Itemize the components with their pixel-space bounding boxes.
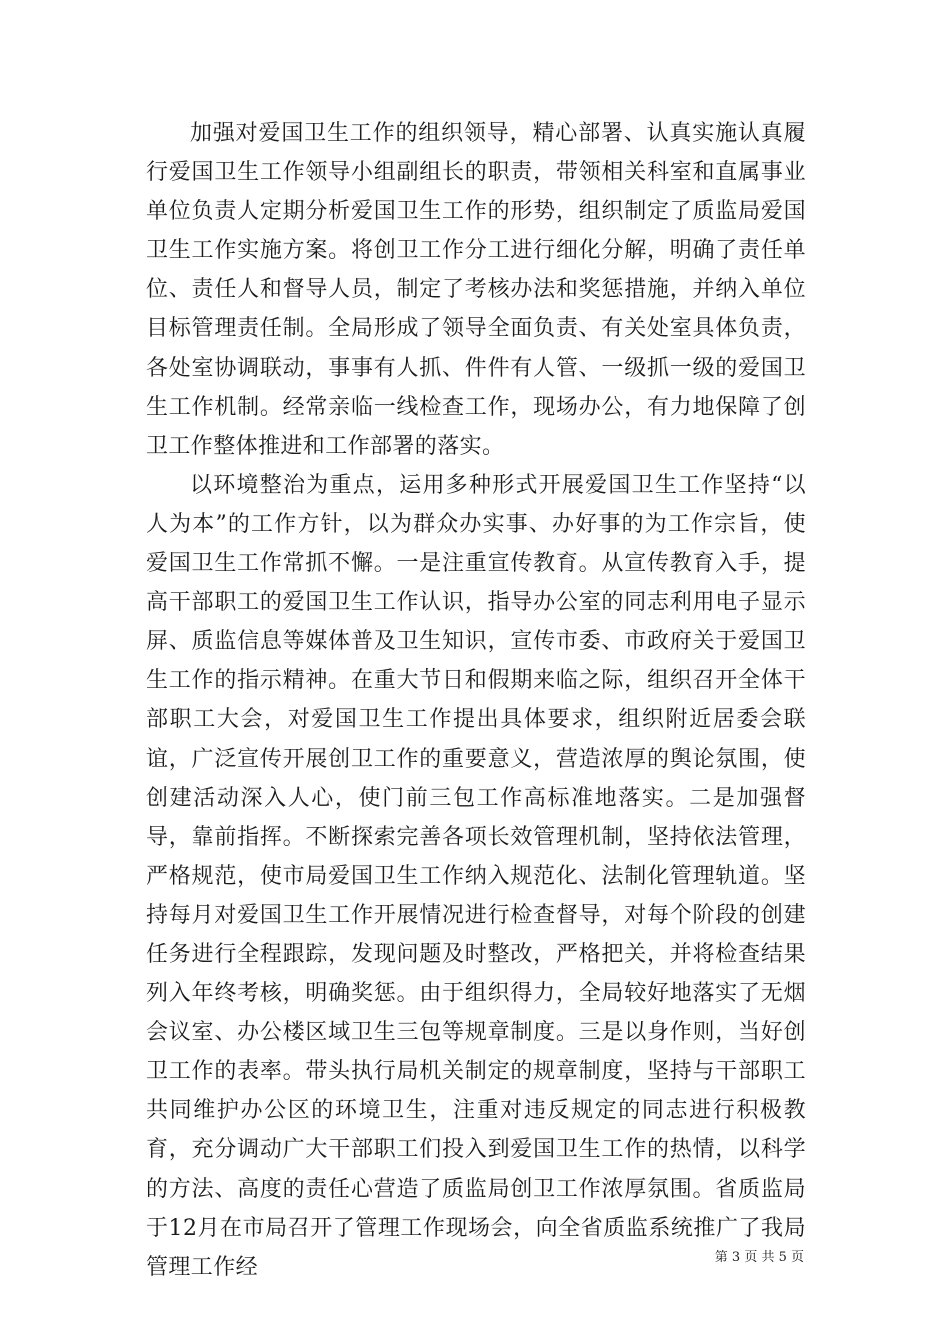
paragraph-environment: 以环境整治为重点，运用多种形式开展爱国卫生工作坚持“以人为本”的工作方针，以为群众办实事、办好事的为工作宗旨，使爱国卫生工作常抓不懈。一是注重宣传教育。从宣传教育入手，提高干部职工的爱国卫生工作认识，指导办公室的同志利用电子显示屏、质监信息等媒体普及卫生知识，宣传市委、市政府关于爱国卫生工作的指示精神。在重大节日和假期来临之际，组织召开全体干部职工大会，对爱国卫生工作提出具体要求，组织附近居委会联谊，广泛宣传开展创卫工作的重要意义，营造浓厚的舆论氛围，使创建活动深入人心，使门前三包工作高标准地落实。二是加强督导，靠前指挥。不断探索完善各项长效管理机制，坚持依法管理，严格规范，使市局爱国卫生工作纳入规范化、法制化管理轨道。坚持每月对爱国卫生工作开展情况进行检查督导，对每个阶段的创建任务进行全程跟踪，发现问题及时整改，严格把关，并将检查结果列入年终考核，明确奖惩。由于组织得力，全局较好地落实了无烟会议室、办公楼区域卫生三包等规章制度。三是以身作则，当好创卫工作的表率。带头执行局机关制定的规章制度，坚持与干部职工共同维护办公区的环境卫生，注重对违反规定的同志进行积极教育，充分调动广大干部职工们投入到爱国卫生工作的热情，以科学的方法、高度的责任心营造了质监局创卫工作浓厚氛围。省质监局于12月在市局召开了管理工作现场会，向全省质监系统推广了我局管理工作经	[146, 472, 806, 1280]
paragraph-leadership: 加强对爱国卫生工作的组织领导，精心部署、认真实施认真履行爱国卫生工作领导小组副组长的职责，带领相关科室和直属事业单位负责人定期分析爱国卫生工作的形势，组织制定了质监局爱国卫生工作实施方案。将创卫工作分工进行细化分解，明确了责任单位、责任人和督导人员，制定了考核办法和奖惩措施，并纳入单位目标管理责任制。全局形成了领导全面负责、有关处室具体负责，各处室协调联动，事事有人抓、件件有人管、一级抓一级的爱国卫生工作机制。经常亲临一线检查工作，现场办公，有力地保障了创卫工作整体推进和工作部署的落实。	[146, 121, 806, 459]
document-body	[146, 114, 806, 1287]
page-number-footer: 第 3 页 共 5 页	[714, 1250, 804, 1265]
